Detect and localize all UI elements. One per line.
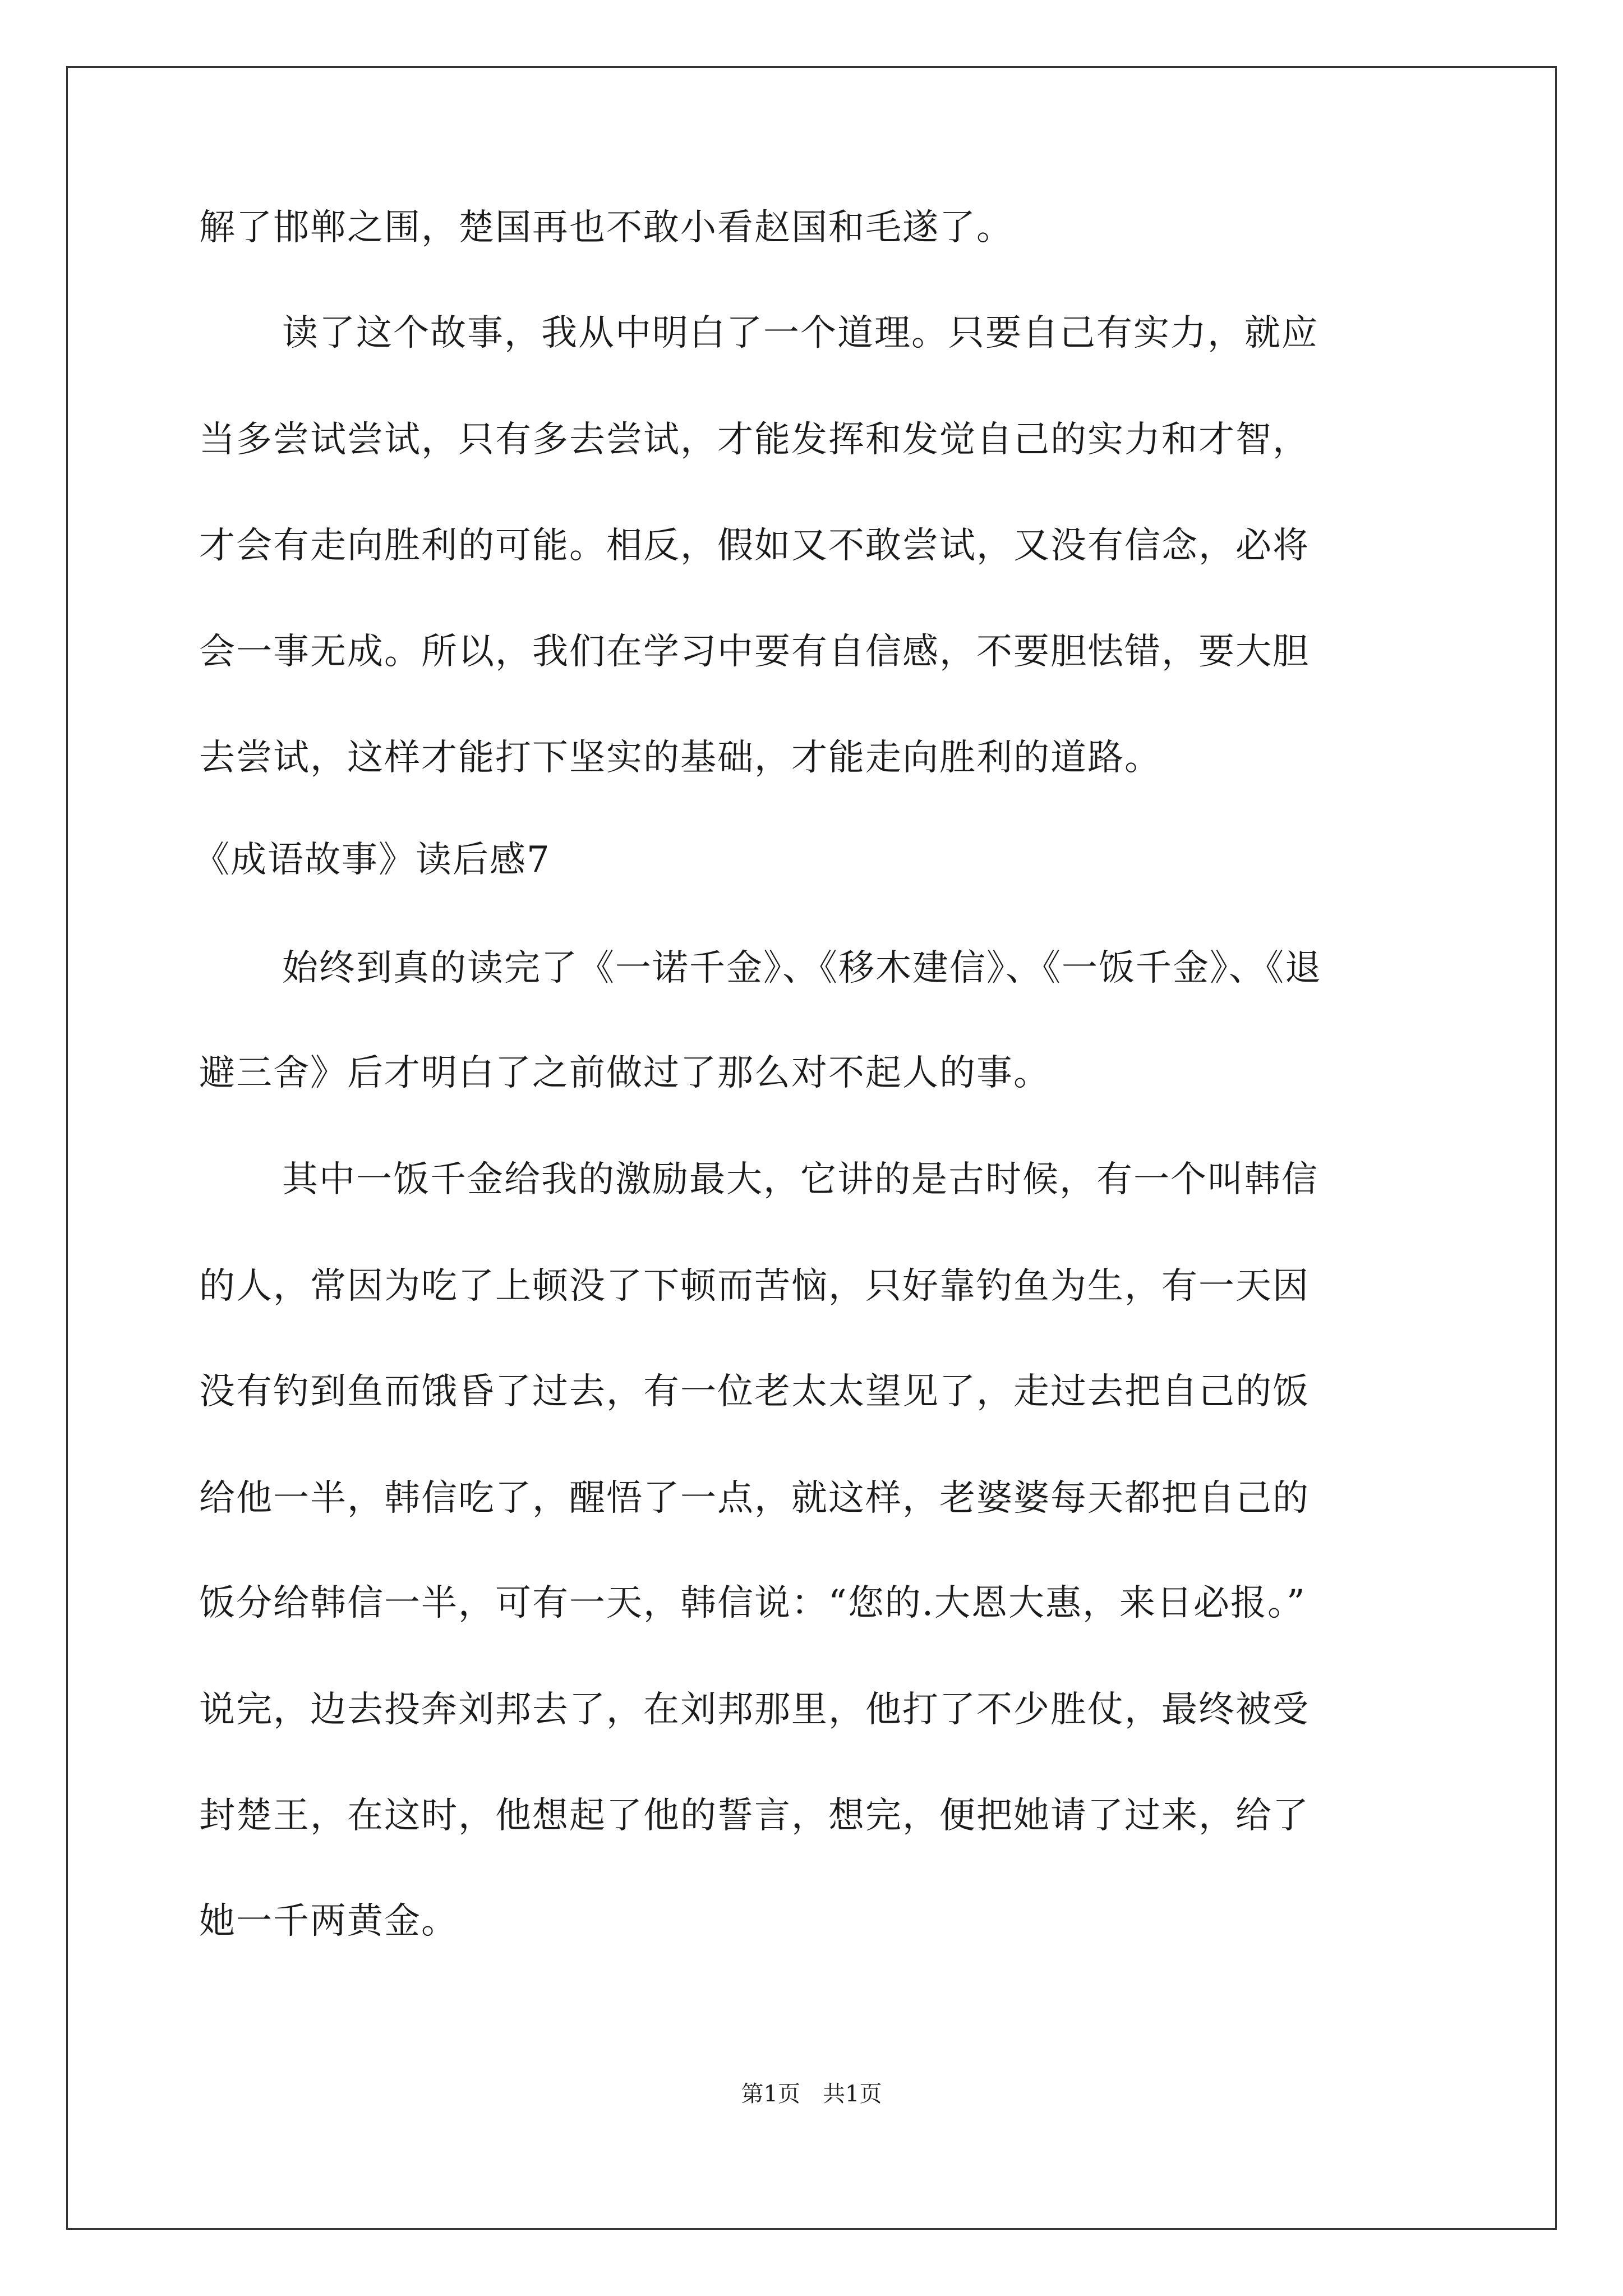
paragraph-line: 避三舍》后才明白了之前做过了那么对不起人的事。 [199, 1052, 1050, 1094]
paragraph-line: 的人，常因为吃了上顿没了下顿而苦恼，只好靠钓鱼为生，有一天因 [199, 1266, 1310, 1307]
section-heading: 《成语故事》读后感7 [193, 839, 551, 881]
paragraph-line: 没有钓到鱼而饿昏了过去，有一位老太太望见了，走过去把自己的饭 [199, 1371, 1310, 1412]
paragraph-line: 她一千两黄金。 [199, 1901, 458, 1942]
paragraph-line: 才会有走向胜利的可能。相反，假如又不敢尝试，又没有信念，必将 [199, 525, 1310, 567]
paragraph-line: 读了这个故事，我从中明白了一个道理。只要自己有实力，就应 [282, 312, 1318, 354]
paragraph-line: 饭分给韩信一半，可有一天，韩信说：“您的.大恩大惠，来日必报。” [199, 1582, 1306, 1624]
paragraph-line: 给他一半，韩信吃了，醒悟了一点，就这样，老婆婆每天都把自己的 [199, 1478, 1310, 1519]
page-footer: 第1页 共1页 [741, 2081, 882, 2107]
paragraph-line: 始终到真的读完了《一诺千金》、《移木建信》、《一饭千金》、《退 [282, 947, 1322, 989]
paragraph-line: 会一事无成。所以，我们在学习中要有自信感，不要胆怯错，要大胆 [199, 631, 1310, 673]
paragraph-line: 其中一饭千金给我的激励最大，它讲的是古时候，有一个叫韩信 [282, 1159, 1318, 1200]
paragraph-line: 说完，边去投奔刘邦去了，在刘邦那里，他打了不少胜仗，最终被受 [199, 1689, 1310, 1731]
paragraph-line: 封楚王，在这时，他想起了他的誓言，想完，便把她请了过来，给了 [199, 1795, 1310, 1837]
paragraph-line: 解了邯郸之围，楚国再也不敢小看赵国和毛遂了。 [199, 207, 1013, 249]
paragraph-line: 当多尝试尝试，只有多去尝试，才能发挥和发觉自己的实力和才智， [199, 419, 1310, 461]
paragraph-line: 去尝试，这样才能打下坚实的基础，才能走向胜利的道路。 [199, 737, 1161, 779]
